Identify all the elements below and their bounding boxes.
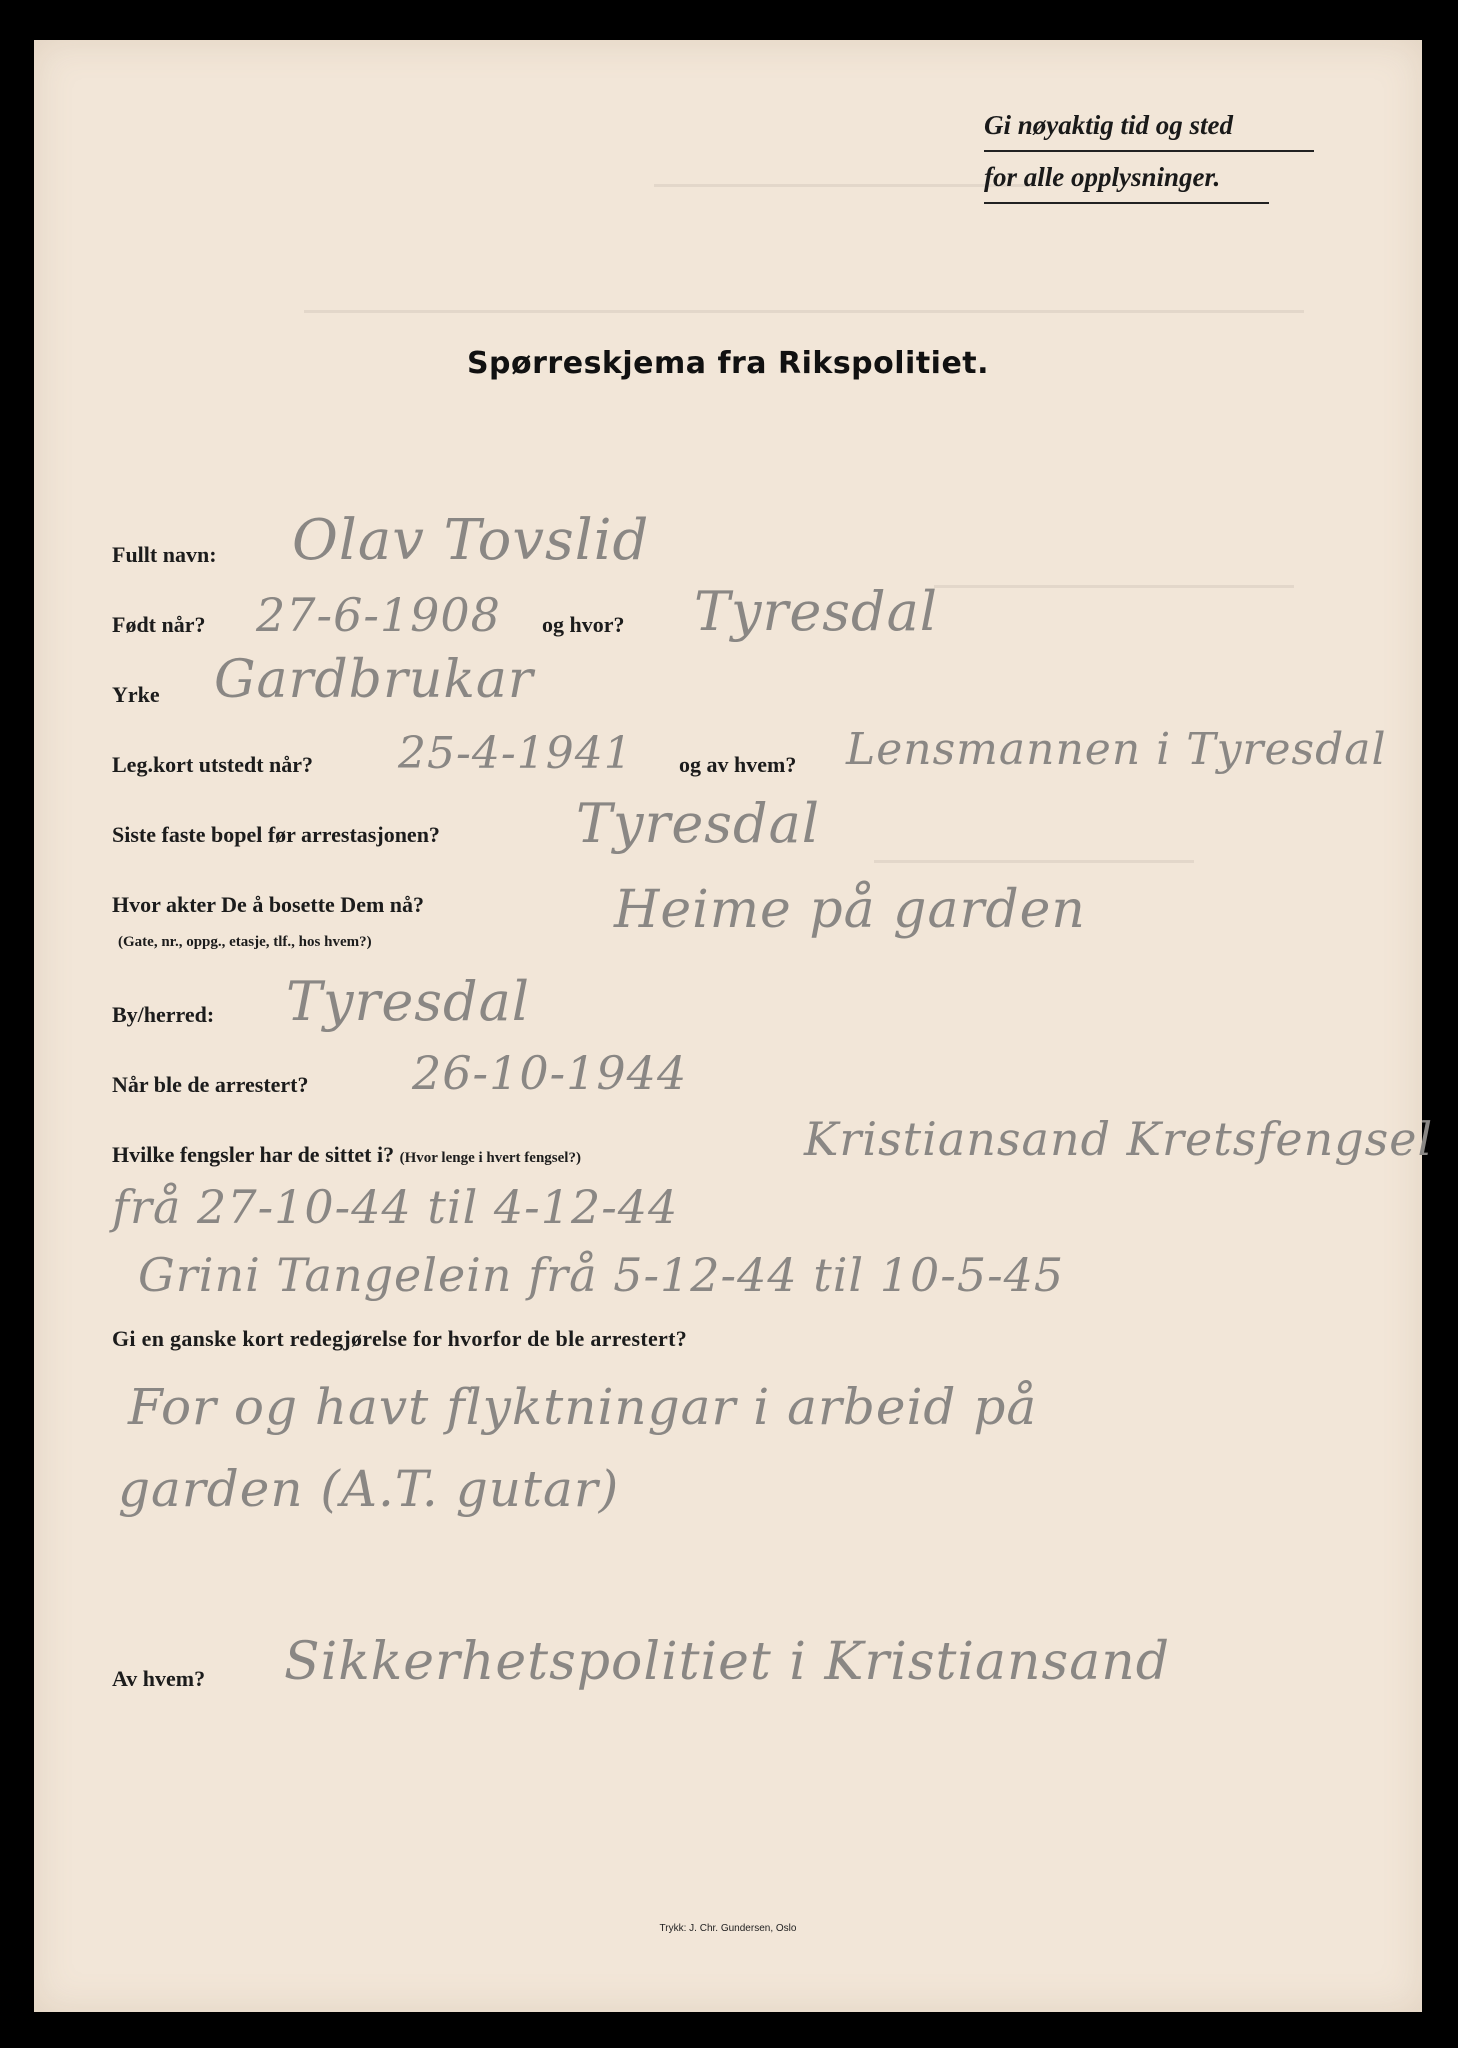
- answer-legkort-when: 25-4-1941: [398, 728, 633, 779]
- label-full-name: Fullt navn:: [112, 542, 217, 567]
- label-legkort-when: Leg.kort utstedt når?: [112, 752, 314, 777]
- answer-prisons-line-3: Grini Tangelein frå 5-12-44 til 10-5-45: [138, 1248, 1065, 1302]
- answer-born-where: Tyresdal: [694, 580, 939, 643]
- answer-full-name: Olav Tovslid: [292, 508, 650, 573]
- answer-born-when: 27-6-1908: [256, 588, 501, 642]
- label-by-whom: Av hvem?: [112, 1666, 206, 1691]
- answer-town: Tyresdal: [286, 970, 531, 1033]
- prisons-hint: (Hvor lenge i hvert fengsel?): [399, 1150, 581, 1166]
- form-title: Spørreskjema fra Rikspolitiet.: [466, 346, 990, 381]
- bleed-through-line: [874, 860, 1194, 863]
- label-prisons: [112, 1142, 581, 1168]
- answer-legkort-by: Lensmannen i Tyresdal: [846, 724, 1387, 775]
- answer-last-residence: Tyresdal: [576, 792, 821, 855]
- label-settle-hint: [118, 926, 372, 952]
- answer-prisons-line-2: frå 27-10-44 til 4-12-44: [112, 1180, 679, 1234]
- instruction-line-2: for alle opplysninger.: [984, 152, 1269, 204]
- bleed-through-line: [934, 585, 1294, 588]
- label-born-where: og hvor?: [542, 612, 625, 637]
- form-sheet: [34, 40, 1434, 2012]
- printer-imprint: Trykk: J. Chr. Gundersen, Oslo: [659, 1923, 797, 1934]
- label-occupation: Yrke: [112, 682, 160, 707]
- label-last-residence: Siste faste bopel før arrestasjonen?: [112, 822, 440, 847]
- answer-reason-line-2: garden (A.T. gutar): [118, 1460, 620, 1518]
- answer-occupation: Gardbrukar: [214, 650, 534, 710]
- prisons-question: Hvilke fengsler har de sittet i?: [112, 1142, 395, 1167]
- answer-arrested-when: 26-10-1944: [412, 1046, 688, 1100]
- label-legkort-by: og av hvem?: [679, 752, 797, 777]
- label-town: By/herred:: [112, 1002, 215, 1027]
- label-reason: Gi en ganske kort redegjørelse for hvorfor de ble arrestert?: [112, 1326, 688, 1351]
- label-born-when: Født når?: [112, 612, 206, 637]
- bleed-through-line: [654, 184, 1034, 187]
- instruction-line-1: Gi nøyaktig tid og sted: [984, 100, 1314, 152]
- instruction-note: [984, 100, 1314, 204]
- bleed-through-line: [304, 310, 1304, 313]
- label-arrested-when: Når ble de arrestert?: [112, 1072, 309, 1097]
- answer-settle: Heime på garden: [614, 880, 1086, 940]
- label-settle: Hvor akter De å bosette Dem nå?: [112, 892, 425, 917]
- answer-reason-line-1: For og havt flyktningar i arbeid på: [128, 1378, 1038, 1436]
- settle-hint-text: (Gate, nr., oppg., etasje, tlf., hos hvem?): [118, 934, 372, 950]
- answer-prisons-line-1: Kristiansand Kretsfengsel: [804, 1112, 1434, 1166]
- answer-by-whom: Sikkerhetspolitiet i Kristiansand: [284, 1632, 1170, 1692]
